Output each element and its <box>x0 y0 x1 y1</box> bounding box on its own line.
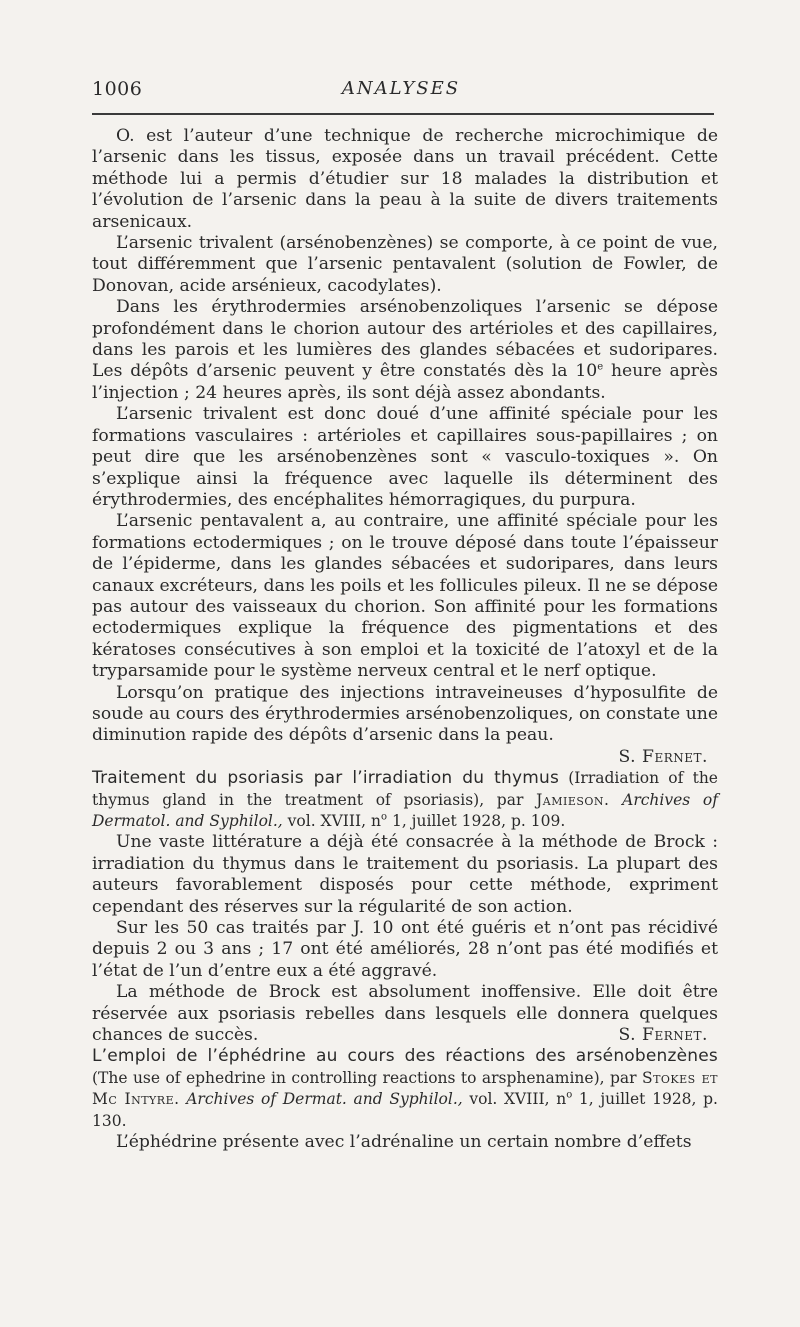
article2-ref-author: Jamieson. <box>536 790 610 809</box>
running-head: ANALYSES <box>341 78 461 99</box>
header-rule <box>92 113 714 115</box>
article1-signature: S. Fernet. <box>618 746 708 767</box>
article1-paragraph-3b: heure après l’injection ; 24 heures après, ils sont déjà assez abondants. <box>92 361 718 403</box>
page-body <box>92 126 718 1154</box>
article3-ref-journal: Archives of Dermat. and Syphilol., <box>179 1090 463 1109</box>
article2-ref-orig: (Irradiation of the thymus gland in the treatment of psoriasis), par <box>92 769 718 809</box>
article2-paragraph-1: Une vaste littérature a déjà été consacrée à la méthode de Brock : irradiation du thymus dans le traitement du psoriasis. La plupart des auteurs favorablement disposés pour cette méthode, expriment cependant des réserves sur la régularité de son action. <box>92 832 718 917</box>
article1-paragraph-6: Lorsqu’on pratique des injections intraveineuses d’hyposulfite de soude au cours des érythrodermies arsénobenzoliques, on constate une diminution rapide des dépôts d’arsenic dans la peau. <box>92 682 718 746</box>
ordinal-superscript: e <box>597 361 604 373</box>
article3-ref-details: vol. XVIII, n <box>462 1090 567 1109</box>
article3-paragraph-1: L’éphédrine présente avec l’adrénaline un certain nombre d’effets <box>116 1132 692 1153</box>
article1-paragraph-3a: Dans les érythrodermies arsénobenzoliques l’arsenic se dépose profondément dans le chorion autour des artérioles et des capillaires, dans les parois et les lumières des glandes sébacées et sudoripares. Les dépôts d’arsenic peuvent y être constatés dès la 10 <box>92 297 718 382</box>
article3-ref-orig: (The use of ephedrine in controlling reactions to arsphenamine), par <box>92 1068 642 1087</box>
article2-paragraph-3-text: La méthode de Brock est absolument inoffensive. Elle doit être réservée aux psoriasis rebelles dans lesquels elle donnera quelques chances de succès. <box>92 982 718 1046</box>
article2-paragraph-2: Sur les 50 cas traités par J. 10 ont été guéris et n’ont pas récidivé depuis 2 ou 3 ans ; 17 ont été améliorés, 28 n’ont pas été modifiés et l’état de l’un d’entre eux a été aggravé. <box>92 918 718 981</box>
article2-ref-details: vol. XVIII, n <box>282 812 381 830</box>
article2-signature: S. Fernet. <box>618 1025 708 1046</box>
article1-paragraph-4: L’arsenic trivalent est donc doué d’une affinité spéciale pour les formations vasculaires : artérioles et capillaires sous-papillaires ; on peut dire que les arsénobenzènes sont « vasculo-toxiques ». On s’explique ainsi la fréquence avec laquelle ils déterminent des érythrodermies, des encéphalites hémorragiques, du purpura. <box>92 404 718 510</box>
article1-paragraph-3 <box>92 297 718 404</box>
article3-ref-tail: 1, juillet 1928, p. 130. <box>92 1090 718 1130</box>
article1-paragraph-2: L’arsenic trivalent (arsénobenzènes) se comporte, à ce point de vue, tout différemment que l’arsenic pentavalent (solution de Fowler, de Donovan, acide arsénieux, cacodylates). <box>92 233 718 296</box>
article2-ref-tail: 1, juillet 1928, p. 109. <box>387 812 566 830</box>
page-number: 1006 <box>92 78 143 100</box>
article3-title: L’emploi de l’éphédrine au cours des réactions des arsénobenzènes <box>92 1046 718 1067</box>
article2-ref-no-sup: o <box>381 811 388 823</box>
article1-paragraph-1: O. est l’auteur d’une technique de recherche microchimique de l’arsenic dans les tissus, exposée dans un travail précédent. Cette méthode lui a permis d’étudier sur 18 malades la distribution et l’évolution de l’arsenic dans la peau à la suite de divers traitements arsenicaux. <box>92 126 718 232</box>
article2-title: Traitement du psoriasis par l’irradiation du thymus <box>92 768 560 789</box>
article3-ref-author: Stokes et Mc Intyre. <box>92 1068 718 1109</box>
article2-paragraph-3 <box>92 982 718 1046</box>
article3-ref-no-sup: o <box>566 1089 573 1101</box>
article2-ref-journal: Archives of Dermatol. and Syphilol., <box>92 790 719 830</box>
article1-paragraph-5: L’arsenic pentavalent a, au contraire, une affinité spéciale pour les formations ectodermiques ; on le trouve déposé dans toute l’épaisseur de l’épiderme, dans les glandes sébacées et sudoripares, dans leurs canaux excréteurs, dans les poils et les follicules pileux. Il ne se dépose pas autour des vaisseaux du chorion. Son affinité pour les formations ectodermiques explique la fréquence des pigmentations et des kératoses consécutives à son emploi et la toxicité de l’atoxyl et de la tryparsamide pour le système nerveux central et le nerf optique. <box>92 511 718 682</box>
page-header <box>92 78 710 108</box>
article3-heading <box>92 1046 718 1132</box>
article2-heading <box>92 768 718 832</box>
